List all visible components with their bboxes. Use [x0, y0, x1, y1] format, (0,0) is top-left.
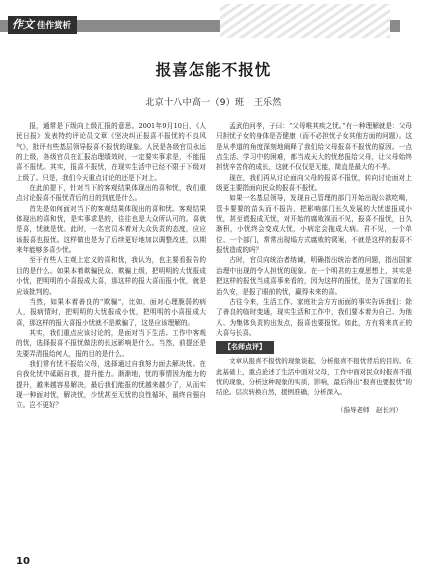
- paragraph: 其实，我们重点应该讨论的，是面对当下生活、工作中客观的忧，选择报喜不报忧做法的长远影响是什么。当然，前提还是先要弄清报给何人，报的目的是什么。: [16, 328, 206, 358]
- paragraph: 在此前提下，针对当下的客观结果体现出的喜和忧，我们重点讨论报喜不报忧背后的目的到底是什么。: [16, 184, 206, 203]
- article-title: 报喜怎能不报忧: [155, 61, 272, 79]
- paragraph: 首先是如何面对当下的客观结果体现出的喜和忧。客观结果体现出的喜和忧，是实事求是的，往往也是大众所认可的。喜就是喜，忧就是忧。此时，一名官员本着对大众负责的态度，应应该报喜也报忧。这样做也是为了后续更好地加以调整改进，以期来年能够多喜少忧。: [16, 204, 206, 255]
- paragraph: 古往今来，生活工作、家庭社会方方面面的事实告诉我们：除了善良的临时变通，现实生活和工作中，我们要本着为自己、为他人、为集体负责的出发点，报喜也要报忧。如此，方有将来真正的大喜与长喜。: [216, 297, 412, 337]
- left-column: [16, 121, 206, 411]
- comment-heading: 【名师点评】: [216, 341, 274, 354]
- paragraph: 我们常有忧不报给父母，选择通过自我努力面去解决忧。在自我化忧中砥砺自我，提升能力。渐渐地，忧的事情因为能力的提升，越来越容易解决，最后我们能报的忧越来越少了，从而实现一种面对忧，解决忧，少忧甚至无忧的良性循环，最终自强自立。岂不更好？: [16, 359, 206, 410]
- article-byline: 北京十八中高一（9）班 王乐然: [145, 98, 282, 108]
- section-header: [0, 0, 427, 44]
- section-tag: [8, 16, 77, 34]
- header-stripe-decoration: [220, 4, 390, 38]
- page-number: 10: [16, 556, 30, 567]
- teacher-signature: （指导老师 赵长河）: [337, 406, 402, 415]
- paragraph: 孟武伯问孝，子曰：“父母唯其疾之忧。”有一种理解就是：父母只担忧子女的身体是否健康（而不必担忧子女其他方面的问题）。这是从孝道的角度深刻地阐释了我们给父母报喜不报忧的原因。一点点生活、学习中的困难，都当成天大的忧愁报给父母，让父母始终担忧辛苦你的成长，这就不仅仅是无能，简直是最大的不孝。: [216, 122, 412, 172]
- paragraph: 古时，官员向统治者纳谏，明确指出统治者的问题，指出国家治理中出现的令人担忧的现象。在一个明君的主观思想上，其实是把这样的报忧当成喜事来看的，因为这样的报忧，是为了国家的长治久安，是报了眼前的忧，赢得未来的喜。: [216, 256, 412, 296]
- paragraph: 现在，我们再从讨论面向父母的报喜不报忧，转向讨论面对上级更主要指面向民众的报喜不报忧。: [216, 173, 412, 193]
- paragraph: 至于有些人主观上定义的喜和忧，我认为，也主要看报告的目的是什么。如果本着欺骗民众、欺骗上级，把明明的大忧报成小忧，把明明的小喜报成大喜，那这样的报大喜而报小忧，就是应该批判的。: [16, 256, 206, 296]
- paragraph: 如果一名基层领导，发现自己管理的部门开始出现公款吃喝，管卡要要的苗头而不报告，把影响部门长久发展的大忧虚报成小忧，甚至谎报成无忧，对开始的腐败视而不见，报喜不报忧，日久渐积，小忧终会变成大忧，小病定会拖成大病。君不见，一个单位、一个部门，常常出现塌方式腐败的窝案，不就是这样的报喜不报忧造成的吗？: [216, 194, 412, 255]
- right-column: [216, 121, 412, 416]
- comment-text: 文章从报喜不报忧的现象谈起，分析报喜不报忧背后的目的。在此基础上，重点论述了生活中面对父母，工作中面对民众时报喜不报忧的现象，分析这种现象的实质，影响，最后得出“报喜也要报忧”的结论。层次转换自然，援例准确，分析深入。: [216, 357, 412, 397]
- section-name: 佳作赏析: [37, 21, 72, 31]
- section-mark: 作文: [12, 18, 34, 31]
- paragraph: 报，通常是下级向上级汇报的意思。2001年9月10日，《人民日报》发表特约评论员文章《坚决纠正报喜不报忧的不良风气》，批评有些基层领导报喜不报忧的现象。人民是各级官员永远的上级，各级官员在汇报治理绩效时，一定要实事求是，不能报喜不报忧。其实，报喜不报忧，在现实生活中已经不限于下级对上级了。只是，我们今天重点讨论的还是下对上。: [16, 122, 206, 182]
- paragraph: 当然，如果本着善良的“欺骗”，比如，面对心理脆弱的病人，报病情时，把明明的大忧报成小忧，把明明的小喜报成大喜，那这样的报大喜报小忧就不是欺骗了，这是应该理解的。: [16, 297, 206, 327]
